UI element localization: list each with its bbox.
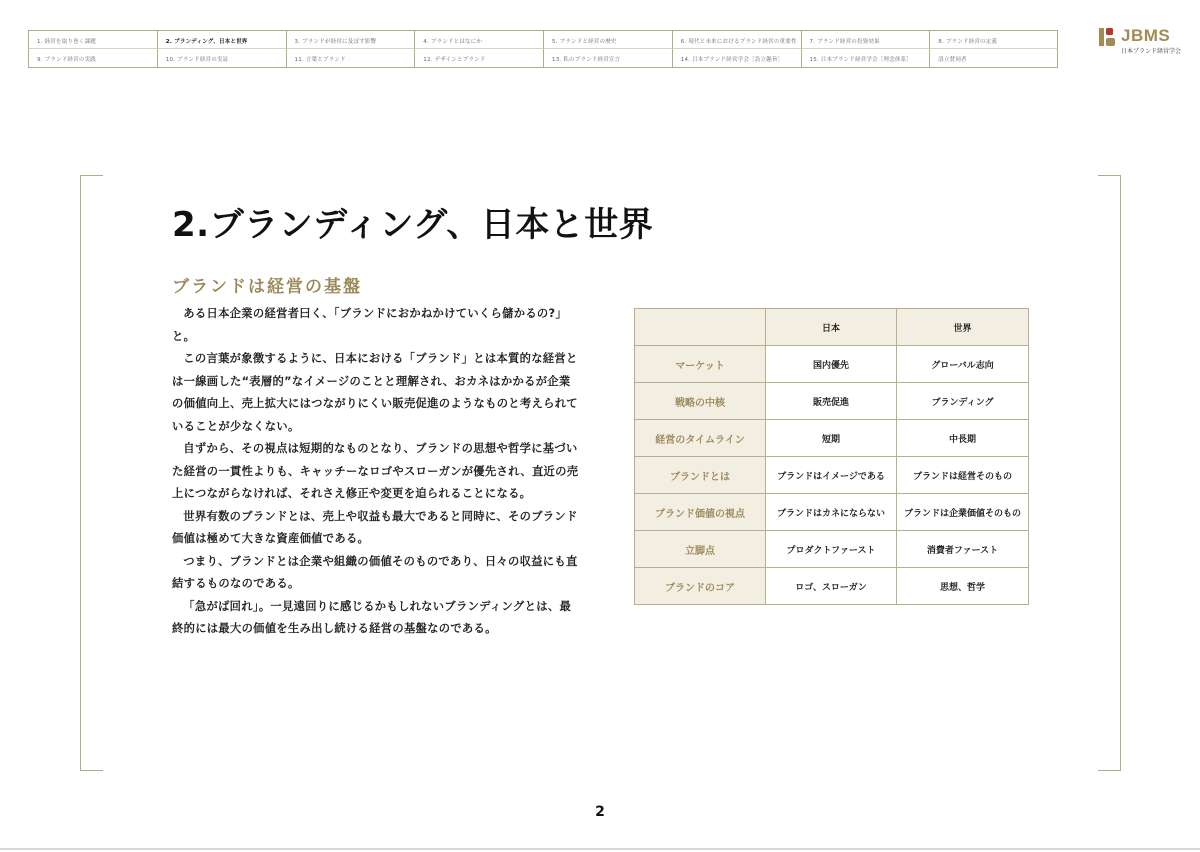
- table-row: [635, 531, 1029, 568]
- cell-world: ブランディング: [897, 383, 1029, 420]
- logo-subtitle: 日本ブランド経営学会: [1121, 48, 1182, 55]
- paragraph: つまり、ブランドとは企業や組織の価値そのものであり、日々の収益にも直結するものなのである。: [172, 554, 578, 590]
- paragraph: この言葉が象徴するように、日本における「ブランド」とは本質的な経営とは一線画した“表層的”なイメージのことと理解され、おカネはかかるが企業の価値向上、売上拡大にはつながりにくい販売促進のようなものと考えられていることが少なくない。: [172, 352, 578, 433]
- nav-item-8[interactable]: 8. ブランド経営の定義: [929, 31, 1058, 49]
- frame-corner-top-right: [1098, 175, 1121, 196]
- table-row: [635, 346, 1029, 383]
- body-text: [172, 303, 582, 641]
- frame-line-left: [80, 195, 81, 750]
- table-row: [635, 494, 1029, 531]
- cell-japan: ブランドはイメージである: [766, 457, 897, 494]
- frame-line-right: [1120, 195, 1121, 750]
- table-row: [635, 457, 1029, 494]
- cell-japan: 国内優先: [766, 346, 897, 383]
- logo-wordmark: JBMS: [1121, 26, 1171, 45]
- page-title: 2.ブランディング、日本と世界: [172, 205, 654, 245]
- table-row: [635, 420, 1029, 457]
- nav-item-5[interactable]: 5. ブランドと経営の歴史: [543, 31, 672, 49]
- nav-item-4[interactable]: 4. ブランドとはなにか: [414, 31, 543, 49]
- frame-corner-bottom-left: [80, 750, 103, 771]
- paragraph: 世界有数のブランドとは、売上や収益も最大であると同時に、そのブランド価値は極めて大きな資産価値である。: [172, 509, 578, 545]
- table-row: [635, 383, 1029, 420]
- frame-corner-bottom-right: [1098, 750, 1121, 771]
- row-label: 戦略の中核: [635, 383, 766, 420]
- cell-japan: プロダクトファースト: [766, 531, 897, 568]
- row-label: 立脚点: [635, 531, 766, 568]
- cell-world: ブランドは経営そのもの: [897, 457, 1029, 494]
- section-heading: ブランドは経営の基盤: [172, 277, 362, 297]
- nav-item-14[interactable]: 14. 日本ブランド経営学会［設立趣旨］: [672, 49, 801, 67]
- column-header-japan: 日本: [766, 309, 897, 346]
- nav-item-15[interactable]: 15. 日本ブランド経営学会［理念体系］: [801, 49, 930, 67]
- cell-japan: 短期: [766, 420, 897, 457]
- cell-world: 中長期: [897, 420, 1029, 457]
- nav-item-12[interactable]: 12. デザインとブランド: [414, 49, 543, 67]
- jbms-logo-mark-icon: [1099, 27, 1117, 47]
- paragraph: 自ずから、その視点は短期的なものとなり、ブランドの思想や哲学に基づいた経営の一貫性よりも、キャッチーなロゴやスローガンが優先され、直近の売上につながらなければ、それさえ修正や変更を迫られることになる。: [172, 442, 579, 500]
- cell-world: 消費者ファースト: [897, 531, 1029, 568]
- page-number: 2: [595, 804, 605, 820]
- frame-corner-top-left: [80, 175, 103, 196]
- nav-item-13[interactable]: 13. 私のブランド経営宣言: [543, 49, 672, 67]
- column-header-world: 世界: [897, 309, 1029, 346]
- nav-item-3[interactable]: 3. ブランドが経営に及ぼす影響: [286, 31, 415, 49]
- cell-japan: ロゴ、スローガン: [766, 568, 897, 605]
- row-label: 経営のタイムライン: [635, 420, 766, 457]
- table-row: [635, 568, 1029, 605]
- cell-japan: 販売促進: [766, 383, 897, 420]
- jbms-logo[interactable]: [1099, 26, 1182, 57]
- cell-japan: ブランドはカネにならない: [766, 494, 897, 531]
- table-header-row: [635, 309, 1029, 346]
- cell-world: 思想、哲学: [897, 568, 1029, 605]
- cell-world: グローバル志向: [897, 346, 1029, 383]
- nav-item-7[interactable]: 7. ブランド経営の投資効果: [801, 31, 930, 49]
- nav-item-2-current[interactable]: 2. ブランディング、日本と世界: [157, 31, 286, 49]
- cell-world: ブランドは企業価値そのもの: [897, 494, 1029, 531]
- row-label: マーケット: [635, 346, 766, 383]
- row-label: ブランドとは: [635, 457, 766, 494]
- nav-item-9[interactable]: 9. ブランド経営の実践: [28, 49, 157, 67]
- nav-item-1[interactable]: 1. 経営を取り巻く課題: [28, 31, 157, 49]
- paragraph: ある日本企業の経営者曰く、「ブランドにおかねかけていくら儲かるの?」と。: [172, 307, 567, 343]
- table-corner-cell: [635, 309, 766, 346]
- chapter-navigation: [28, 30, 1058, 68]
- nav-item-6[interactable]: 6. 現代と未来におけるブランド経営の重要性: [672, 31, 801, 49]
- nav-item-supporters[interactable]: 設立賛同者: [929, 49, 1058, 67]
- nav-item-10[interactable]: 10. ブランド経営の実証: [157, 49, 286, 67]
- paragraph: 「急がば回れ」。一見遠回りに感じるかもしれないブランディングとは、最終的には最大の価値を生み出し続ける経営の基盤なのである。: [172, 599, 572, 635]
- nav-item-11[interactable]: 11. 言葉とブランド: [286, 49, 415, 67]
- row-label: ブランド価値の視点: [635, 494, 766, 531]
- bottom-divider: [0, 848, 1200, 850]
- row-label: ブランドのコア: [635, 568, 766, 605]
- comparison-table: [634, 308, 1029, 605]
